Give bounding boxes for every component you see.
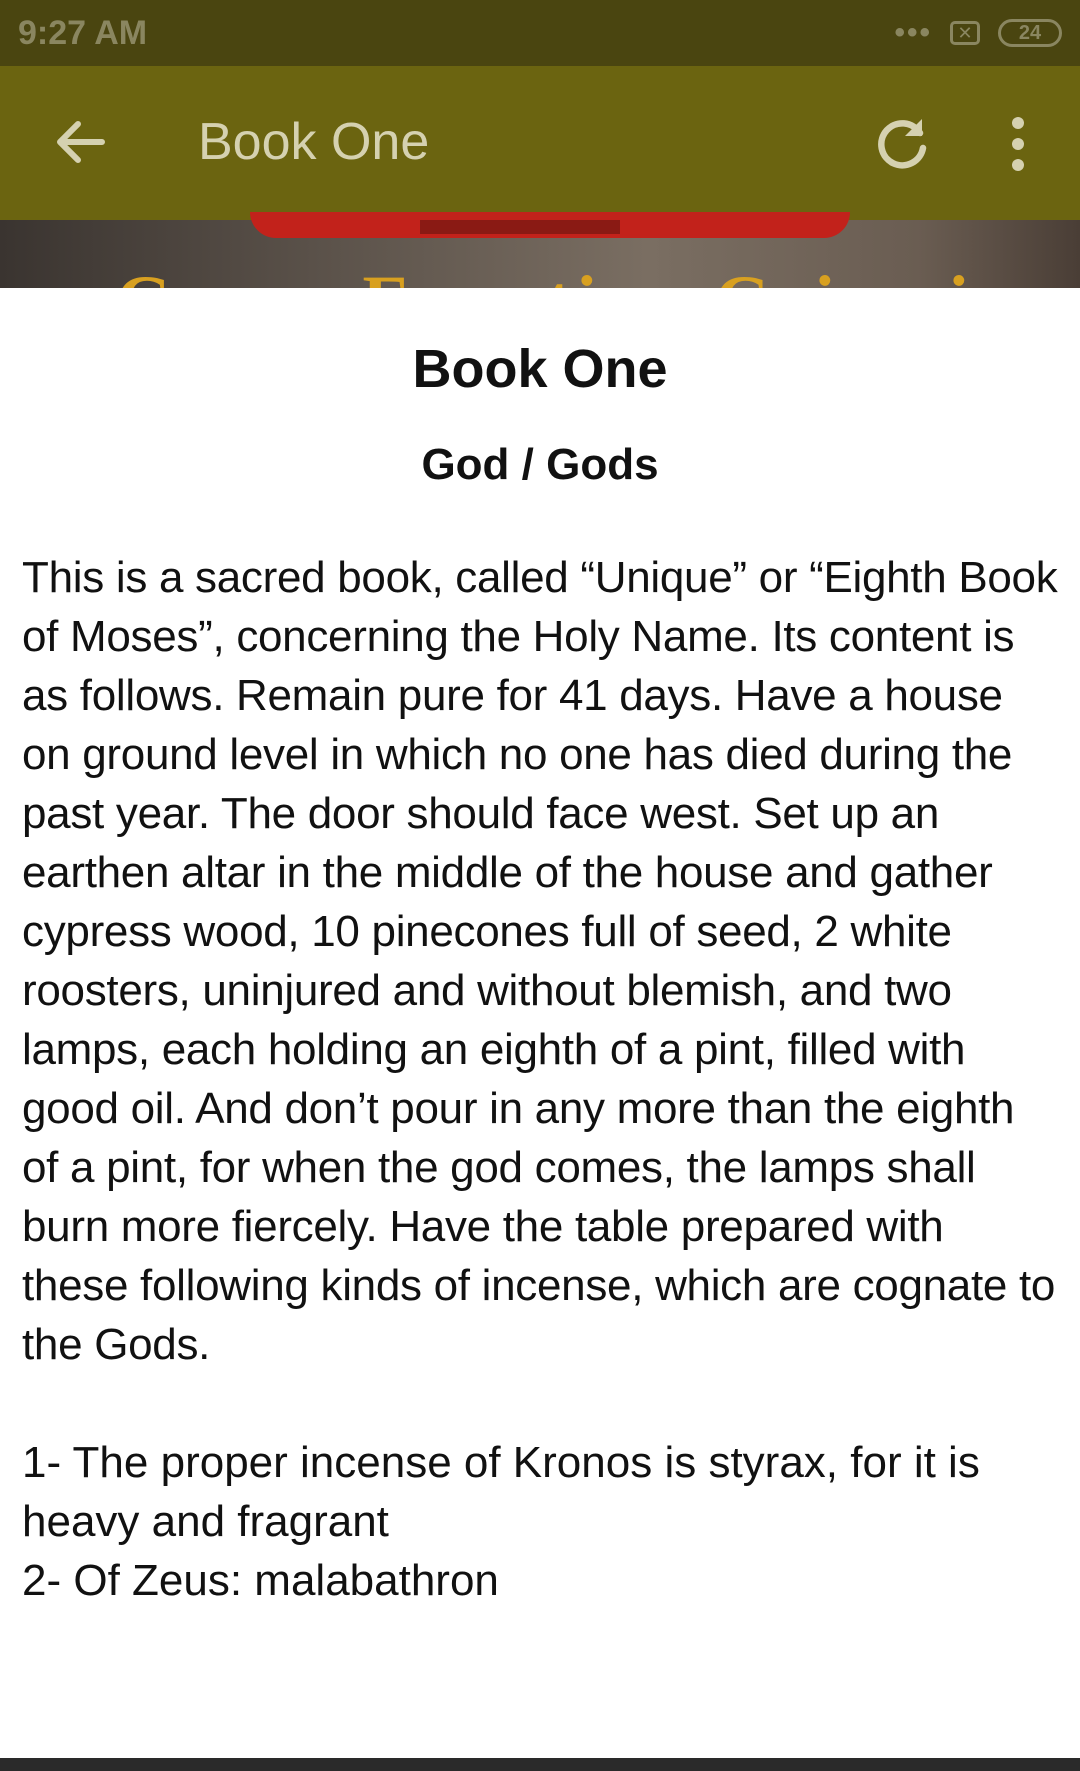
refresh-button[interactable]: [864, 106, 940, 182]
banner-title-shadow: [420, 220, 620, 234]
status-time: 9:27 AM: [18, 13, 148, 52]
status-bar: [0, 0, 1080, 66]
body-paragraph: This is a sacred book, called “Unique” or “Eighth Book of Moses”, concerning the Holy Name. Its content is as follows. Remain pure for 41 days. Have a house on ground level in which no one has died during the past year. The door should face west. Set up an earthen altar in the middle of the house and gather cypress wood, 10 pinecones full of seed, 2 white roosters, uninjured and without blemish, and two lamps, each holding an eighth of a pint, filled with good oil. And don’t pour in any more than the eighth of a pint, for when the god comes, the lamps shall burn more fiercely. Have the table prepared with these following kinds of incense, which are cognate to the Gods.: [22, 553, 1058, 1369]
status-icons: [894, 16, 1062, 50]
list-item: 1- The proper incense of Kronos is styrax, for it is heavy and fragrant: [22, 1438, 980, 1546]
app-bar: [0, 66, 1080, 220]
section-title: God / Gods: [421, 440, 659, 489]
notification-icon: ✕: [950, 21, 980, 45]
book-cover-banner: [0, 220, 1080, 288]
refresh-icon: [864, 106, 940, 182]
list-item: 2- Of Zeus: malabathron: [22, 1556, 499, 1605]
arrow-left-icon: [44, 104, 120, 180]
more-notifications-icon: •••: [894, 16, 932, 49]
more-vertical-icon: [990, 106, 1046, 182]
battery-icon: 24: [998, 19, 1062, 47]
reading-content[interactable]: [0, 288, 1080, 1758]
page-title: Book One: [412, 339, 668, 399]
app-title: Book One: [198, 113, 430, 171]
back-button[interactable]: [44, 104, 120, 180]
paragraph-spacer: [0, 1374, 1080, 1433]
incense-list: [0, 1433, 1080, 1610]
more-options-button[interactable]: [990, 106, 1046, 182]
navigation-bar: [0, 1758, 1080, 1771]
